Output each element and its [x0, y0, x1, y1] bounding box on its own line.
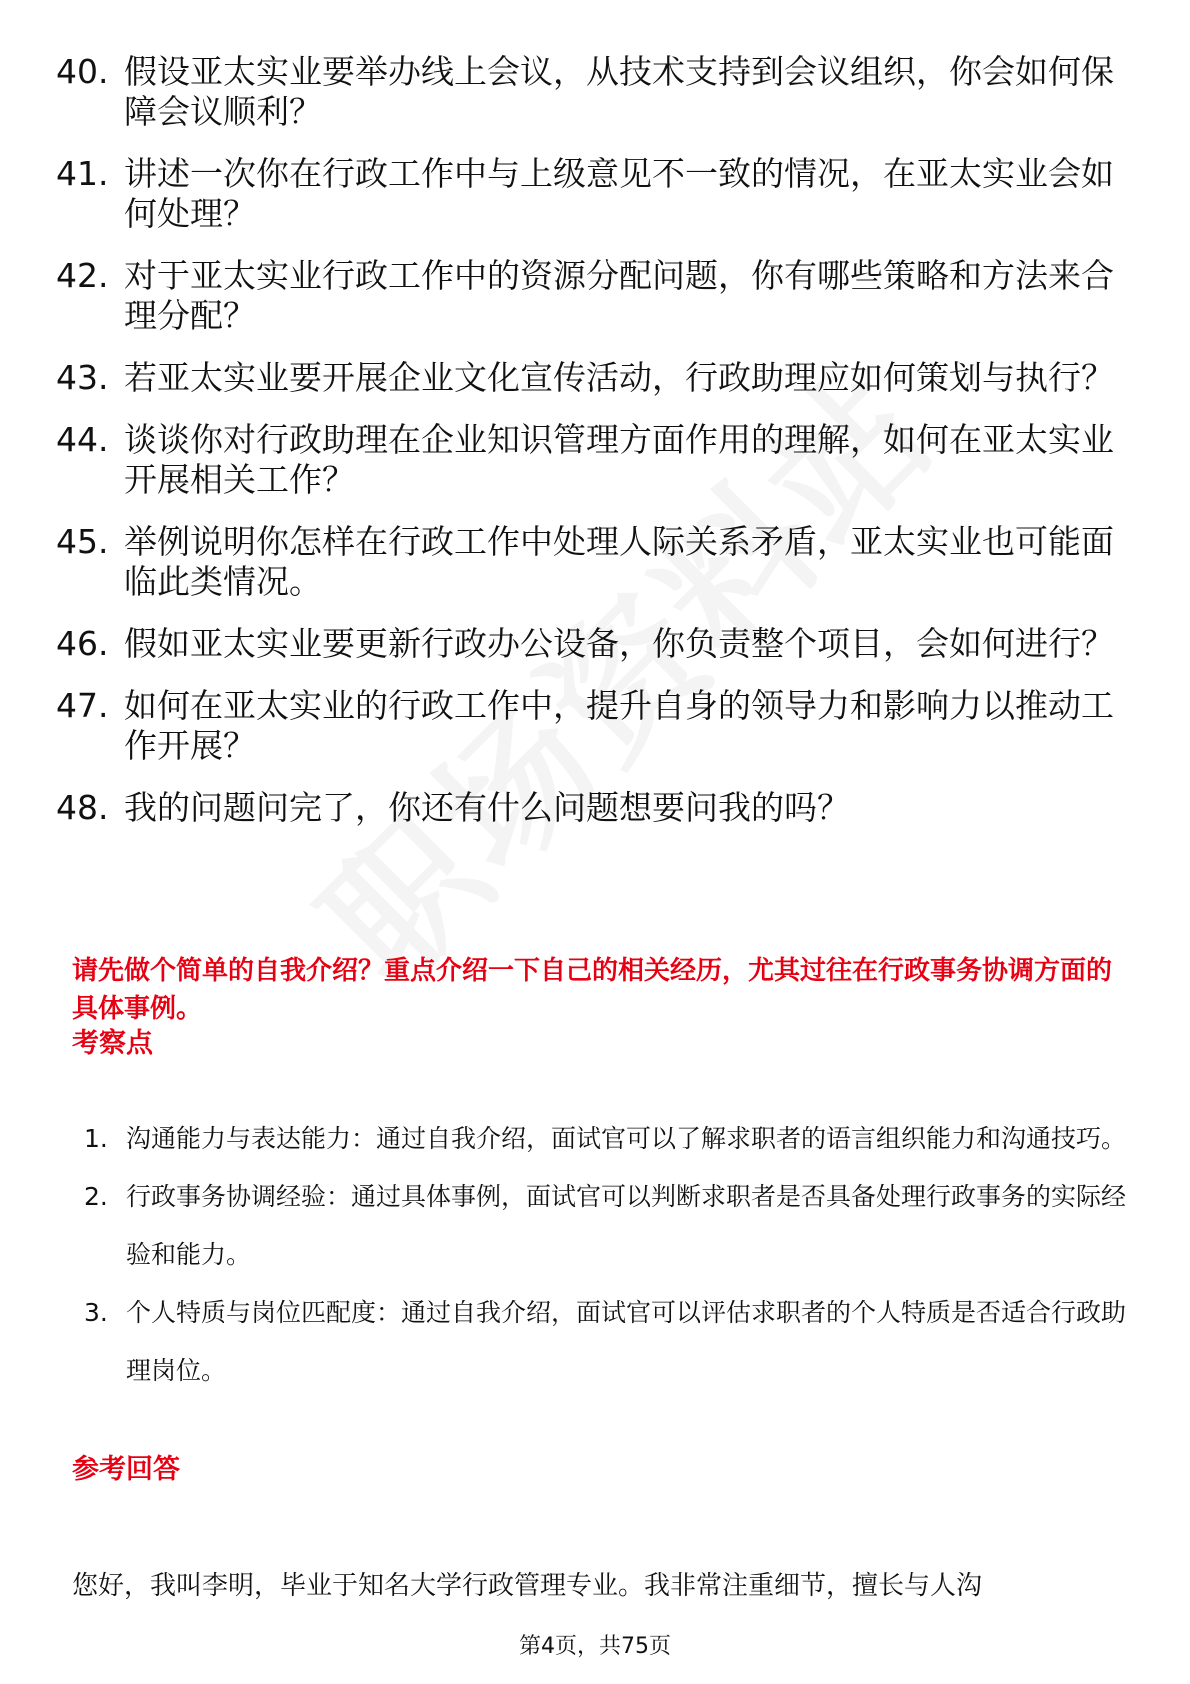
exam-point-number: 2. — [84, 1182, 108, 1211]
question-number: 48. — [56, 788, 109, 827]
question-number: 42. — [56, 256, 109, 295]
question-text: 讲述一次你在行政工作中与上级意见不一致的情况，在亚太实业会如何处理？ — [124, 154, 1114, 233]
exam-point-text: 行政事务协调经验：通过具体事例，面试官可以判断求职者是否具备处理行政事务的实际经验和能力。 — [126, 1182, 1127, 1269]
question-text: 若亚太实业要开展企业文化宣传活动，行政助理应如何策划与执行？ — [124, 358, 1114, 397]
exam-point-text: 个人特质与岗位匹配度：通过自我介绍，面试官可以评估求职者的个人特质是否适合行政助理岗位。 — [126, 1298, 1127, 1385]
question-text: 谈谈你对行政助理在企业知识管理方面作用的理解，如何在亚太实业开展相关工作？ — [124, 420, 1114, 499]
question-item — [56, 686, 1136, 766]
reference-answer-text: 您好，我叫李明，毕业于知名大学行政管理专业。我非常注重细节，擅长与人沟 — [72, 1571, 983, 1601]
question-item — [56, 358, 1136, 398]
question-text: 举例说明你怎样在行政工作中处理人际关系矛盾，亚太实业也可能面临此类情况。 — [124, 522, 1114, 601]
question-item — [56, 52, 1136, 132]
exam-point-number: 1. — [84, 1124, 108, 1153]
question-item — [56, 522, 1136, 602]
question-text: 假如亚太实业要更新行政办公设备，你负责整个项目，会如何进行？ — [124, 624, 1114, 663]
question-text: 我的问题问完了，你还有什么问题想要问我的吗？ — [124, 788, 850, 827]
question-item — [56, 420, 1136, 500]
exam-point-item — [84, 1110, 1134, 1168]
question-text: 对于亚太实业行政工作中的资源分配问题，你有哪些策略和方法来合理分配？ — [124, 256, 1114, 335]
question-text: 如何在亚太实业的行政工作中，提升自身的领导力和影响力以推动工作开展？ — [124, 686, 1114, 765]
question-text: 假设亚太实业要举办线上会议，从技术支持到会议组织，你会如何保障会议顺利？ — [124, 52, 1114, 131]
exam-points-list — [84, 1110, 1134, 1400]
question-number: 40. — [56, 52, 109, 91]
exam-point-text: 沟通能力与表达能力：通过自我介绍，面试官可以了解求职者的语言组织能力和沟通技巧。 — [126, 1124, 1127, 1153]
question-item — [56, 154, 1136, 234]
question-item — [56, 624, 1136, 664]
exam-points-title: 考察点 — [72, 1028, 153, 1059]
question-item — [56, 256, 1136, 336]
question-item — [56, 788, 1136, 828]
question-number: 44. — [56, 420, 109, 459]
exam-point-number: 3. — [84, 1298, 108, 1327]
question-number: 43. — [56, 358, 109, 397]
question-number: 47. — [56, 686, 109, 725]
question-number: 45. — [56, 522, 109, 561]
exam-point-item — [84, 1284, 1134, 1400]
highlight-question: 请先做个简单的自我介绍？重点介绍一下自己的相关经历，尤其过往在行政事务协调方面的具体事例。 — [72, 956, 1113, 1024]
question-list — [56, 52, 1136, 850]
reference-answer-title: 参考回答 — [72, 1454, 180, 1485]
question-number: 41. — [56, 154, 109, 193]
exam-point-item — [84, 1168, 1134, 1284]
page-footer: 第4页，共75页 — [519, 1634, 671, 1659]
question-number: 46. — [56, 624, 109, 663]
